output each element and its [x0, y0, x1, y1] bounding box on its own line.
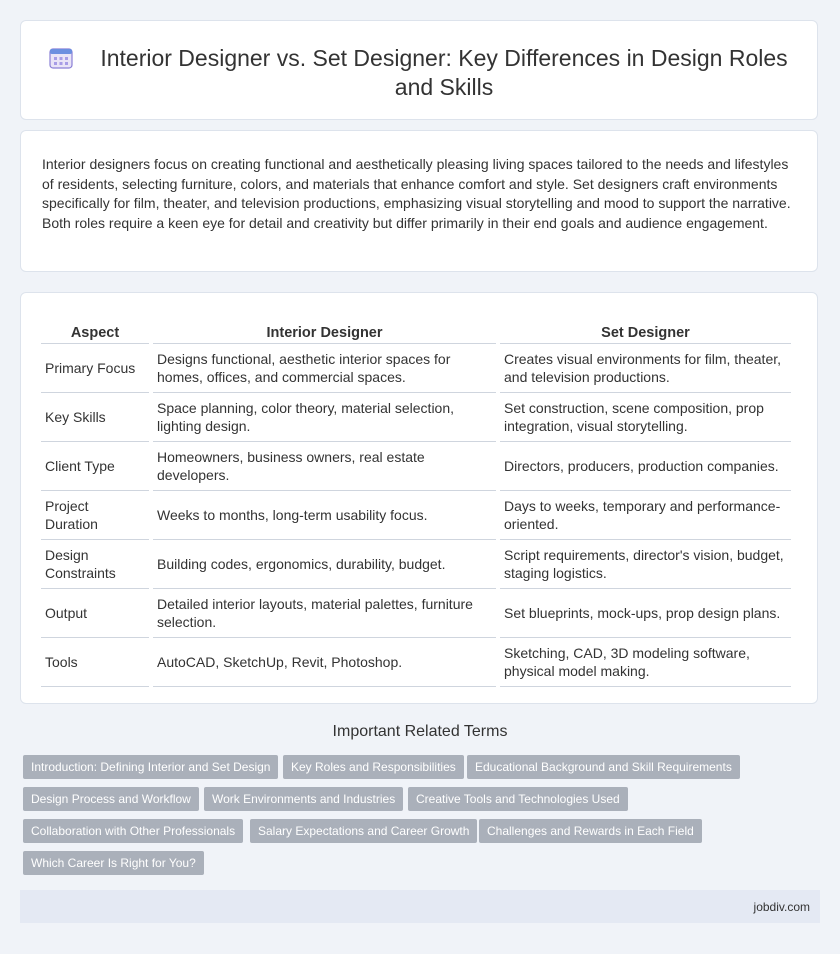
- table-row: [41, 442, 791, 491]
- interior-cell: Detailed interior layouts, material palettes, furniture selection.: [153, 589, 496, 638]
- table-row: [41, 638, 791, 687]
- interior-cell: Designs functional, aesthetic interior spaces for homes, offices, and commercial spaces.: [153, 344, 496, 393]
- related-tag[interactable]: Work Environments and Industries: [204, 787, 403, 811]
- table-row: [41, 589, 791, 638]
- related-tag[interactable]: Salary Expectations and Career Growth: [250, 819, 477, 843]
- table-row: [41, 491, 791, 540]
- header-interior-designer: Interior Designer: [153, 313, 496, 344]
- related-tag[interactable]: Challenges and Rewards in Each Field: [479, 819, 702, 843]
- aspect-cell: Design Constraints: [41, 540, 149, 589]
- table-row: [41, 540, 791, 589]
- header-set-designer: Set Designer: [500, 313, 791, 344]
- intro-card: [20, 130, 818, 272]
- calendar-icon: [49, 46, 75, 70]
- footer: [20, 890, 820, 923]
- header-card: [20, 20, 818, 120]
- related-tag[interactable]: Which Career Is Right for You?: [23, 851, 204, 875]
- aspect-cell: Output: [41, 589, 149, 638]
- table-header-row: [41, 313, 791, 344]
- table-row: [41, 344, 791, 393]
- related-tag[interactable]: Design Process and Workflow: [23, 787, 199, 811]
- interior-cell: Building codes, ergonomics, durability, budget.: [153, 540, 496, 589]
- header-aspect: Aspect: [41, 313, 149, 344]
- interior-cell: Homeowners, business owners, real estate developers.: [153, 442, 496, 491]
- interior-cell: AutoCAD, SketchUp, Revit, Photoshop.: [153, 638, 496, 687]
- aspect-cell: Client Type: [41, 442, 149, 491]
- aspect-cell: Project Duration: [41, 491, 149, 540]
- aspect-cell: Primary Focus: [41, 344, 149, 393]
- intro-text: Interior designers focus on creating functional and aesthetically pleasing living spaces tailored to the needs and lifestyles of residents, selecting furniture, colors, and materials that enhance comfort and style. Set designers craft environments specifically for film, theater, and television productions, emphasizing visual storytelling and mood to support the narrative. Both roles require a keen eye for detail and creativity but differ primarily in their end goals and audience engagement.: [42, 156, 791, 231]
- set-cell: Days to weeks, temporary and performance-oriented.: [500, 491, 791, 540]
- aspect-cell: Tools: [41, 638, 149, 687]
- related-tag[interactable]: Introduction: Defining Interior and Set Design: [23, 755, 278, 779]
- related-tag[interactable]: Educational Background and Skill Requirements: [467, 755, 740, 779]
- related-tag[interactable]: Creative Tools and Technologies Used: [408, 787, 628, 811]
- table-row: [41, 393, 791, 442]
- set-cell: Creates visual environments for film, theater, and television productions.: [500, 344, 791, 393]
- set-cell: Script requirements, director's vision, budget, staging logistics.: [500, 540, 791, 589]
- set-cell: Sketching, CAD, 3D modeling software, physical model making.: [500, 638, 791, 687]
- aspect-cell: Key Skills: [41, 393, 149, 442]
- related-tag[interactable]: Collaboration with Other Professionals: [23, 819, 243, 843]
- set-cell: Directors, producers, production companies.: [500, 442, 791, 491]
- set-cell: Set blueprints, mock-ups, prop design plans.: [500, 589, 791, 638]
- related-tag[interactable]: Key Roles and Responsibilities: [283, 755, 464, 779]
- page-title: Interior Designer vs. Set Designer: Key Differences in Design Roles and Skills: [100, 45, 788, 100]
- related-terms-heading: Important Related Terms: [332, 723, 508, 740]
- interior-cell: Space planning, color theory, material selection, lighting design.: [153, 393, 496, 442]
- interior-cell: Weeks to months, long-term usability focus.: [153, 491, 496, 540]
- comparison-table-card: [20, 292, 818, 704]
- set-cell: Set construction, scene composition, prop integration, visual storytelling.: [500, 393, 791, 442]
- comparison-table: [37, 313, 795, 687]
- footer-site[interactable]: jobdiv.com: [753, 900, 810, 914]
